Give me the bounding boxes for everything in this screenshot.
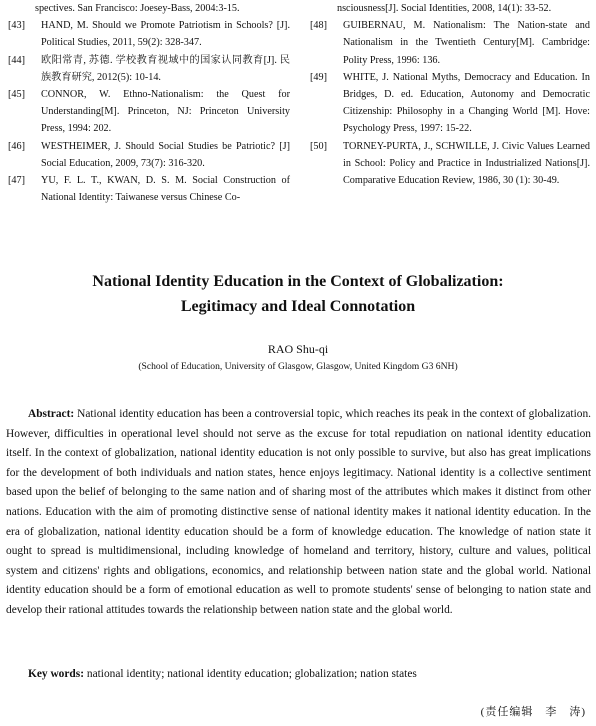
reference-item <box>310 69 590 138</box>
reference-text: nsciousness[J]. Social Identities, 2008, 14(1): 33-52. <box>337 3 552 14</box>
reference-text: spectives. San Francisco: Joesey-Bass, 2004:3-15. <box>35 3 240 14</box>
references-right-column <box>310 0 590 189</box>
abstract: Abstract: National identity education has been a controversial topic, which reaches its peak in the context of globalization. However, difficulties in operational level should not serve as the excuse for total repudiation on national identity education itself. In the context of globalization, national identity education is not only possible to survive, but also has great implications for the development of both individuals and nation states, hence enjoys legitimacy. National identity is a collective sentiment based upon the belief of belonging to the same nation and of sharing most of the attributes which makes it distinct from other nations. Education with the aim of promoting distinctive sense of national identity makes it national identity education. In the era of globalization, national identity education should be a form of knowledge education. The knowledge of nation state it ought to spread is multidimensional, including knowledge of homeland and territory, history, culture and values, political system and citizens' rights and obligations, economics, and relationship between nation state and the global world. National identity education should be a form of emotional education as well to promote students' sense of belonging to nation state and develop their rational attitudes towards the relationship between nation state and the global world. <box>6 408 591 616</box>
reference-item <box>310 138 590 190</box>
keywords-label: Key words <box>28 668 81 680</box>
responsible-editor: (责任编辑 李 涛) <box>480 706 586 718</box>
abstract-label: Abstract <box>28 408 71 420</box>
author-name: RAO Shu-qi <box>267 342 329 356</box>
reference-number: [44] <box>8 54 25 66</box>
reference-number: [48] <box>310 20 327 32</box>
reference-number: [50] <box>310 140 327 152</box>
reference-text: CONNOR, W. Ethno-Nationalism: the Quest for Understanding[M]. Princeton, NJ: Princeton University Press, 1994: 202. <box>41 89 290 135</box>
reference-text: WESTHEIMER, J. Should Social Studies be Patriotic? [J] Social Education, 2009, 73(7): 316-320. <box>41 140 290 169</box>
reference-item <box>8 86 290 138</box>
reference-text: GUIBERNAU, M. Nationalism: The Nation-state and Nationalism in the Twentieth Century[M]. Cambridge: Polity Press, 1996: 136. <box>343 20 590 66</box>
reference-text: WHITE, J. National Myths, Democracy and Education. In Bridges, D. ed. Education, Autonomy and Democratic Citizenship: Philosophy in a Changing World [M]. Hove: Psychology Press, 1997: 15-22. <box>343 71 590 135</box>
keywords: Key words: national identity; national identity education; globalization; nation states <box>28 668 417 680</box>
paper-title-line-1: National Identity Education in the Context of Globalization: <box>92 273 504 290</box>
reference-text: TORNEY-PURTA, J., SCHWILLE, J. Civic Values Learned in School: Policy and Practice in Industrialized Nations[J]. Comparative Education Review, 1986, 30 (1): 30-49. <box>343 140 590 187</box>
reference-item <box>310 17 590 69</box>
reference-number: [43] <box>8 20 25 32</box>
reference-number: [46] <box>8 140 25 152</box>
keywords-text: national identity; national identity education; globalization; nation states <box>86 668 417 680</box>
reference-item <box>8 52 290 86</box>
reference-item <box>8 172 290 206</box>
references-left-column <box>8 0 290 206</box>
reference-text: HAND, M. Should we Promote Patriotism in Schools? [J]. Political Studies, 2011, 59(2): 328-347. <box>41 20 290 49</box>
paper-title-line-2: Legitimacy and Ideal Connotation <box>180 298 416 315</box>
reference-item <box>8 138 290 172</box>
reference-number: [49] <box>310 71 327 83</box>
reference-number: [45] <box>8 89 25 101</box>
reference-text: YU, F. L. T., KWAN, D. S. M. Social Construction of National Identity: Taiwanese versus Chinese Co- <box>41 175 290 204</box>
abstract-text: National identity education has been a controversial topic, which reaches its peak in the context of globalization. However, difficulties in operational level should not serve as the excuse for total repudiation on national identity education itself. In the context of globalization, national identity education is not only possible to survive, but also has great implications for the development of both individuals and nation states, hence enjoys legitimacy. National identity is a collective sentiment based upon the belief of belonging to the same nation and of sharing most of the attributes which makes it distinct from other nations. Education with the aim of promoting distinctive sense of national identity makes it national identity education. In the era of globalization, national identity education should be a form of knowledge education. The knowledge of nation state it ought to spread is multidimensional, including knowledge of homeland and territory, history, culture and values, political system and citizens' rights and obligations, economics, and relationship between nation state and the global world. National identity education should be a form of emotional education as well to promote students' sense of belonging to nation state and develop their rational attitudes towards the relationship between nation state and the global world. <box>6 408 591 616</box>
reference-text: 欧阳常青, 苏德. 学校教育视域中的国家认同教育[J]. 民族教育研究, 2012(5): 10-14. <box>41 54 290 83</box>
author-affiliation: (School of Education, University of Glasgow, Glasgow, United Kingdom G3 6NH) <box>138 361 458 372</box>
reference-item <box>310 0 590 17</box>
reference-number: [47] <box>8 175 25 187</box>
reference-item <box>8 17 290 51</box>
reference-item <box>8 0 290 17</box>
